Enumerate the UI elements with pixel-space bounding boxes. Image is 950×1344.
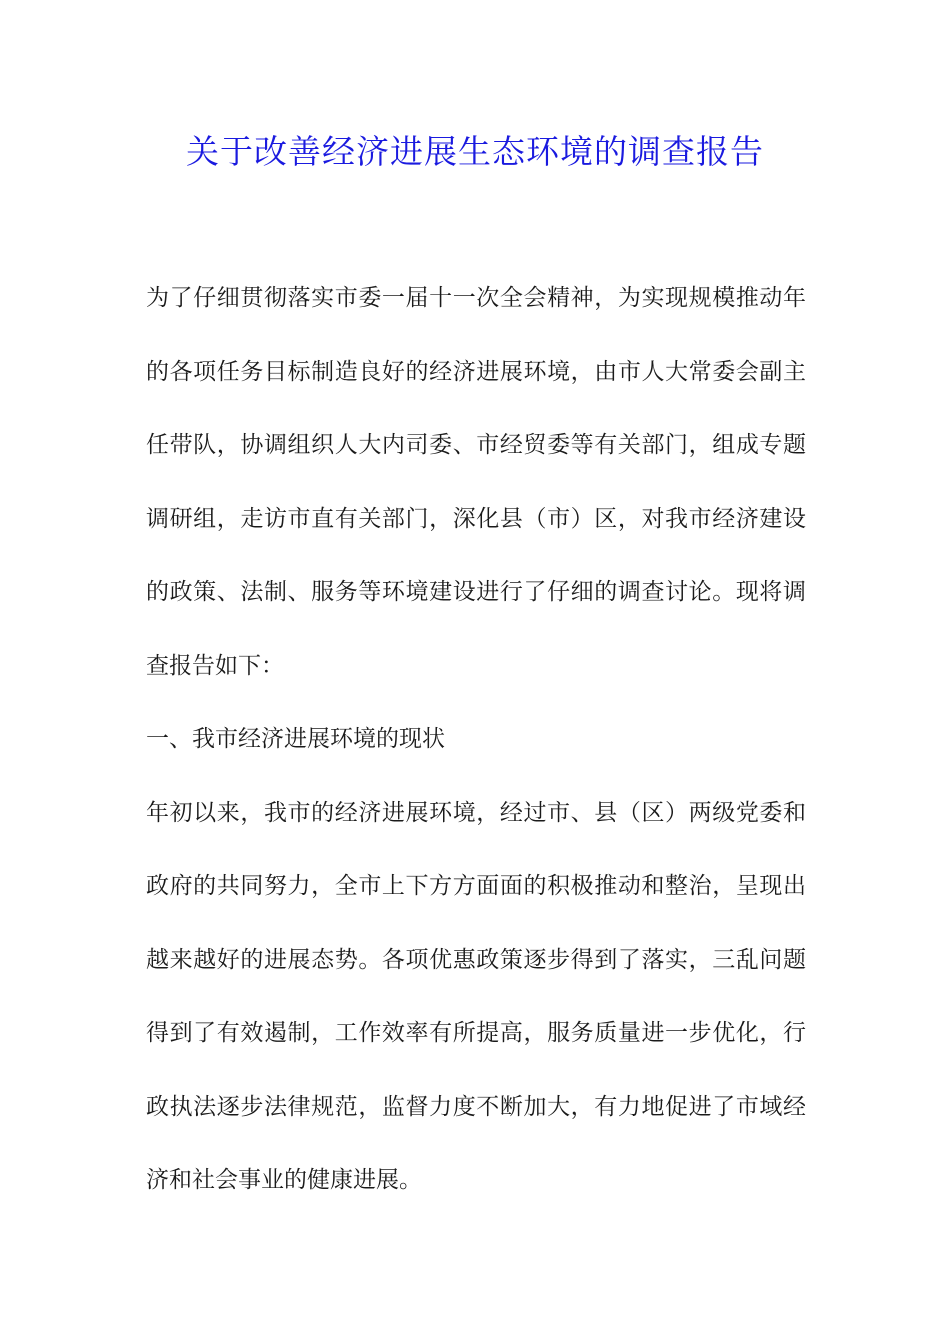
- status-paragraph: 年初以来，我市的经济进展环境，经过市、县（区）两级党委和政府的共同努力，全市上下方方面面的积极推动和整治，呈现出越来越好的进展态势。各项优惠政策逐步得到了落实，三乱问题得到了有效遏制，工作效率有所提高，服务质量进一步优化，行政执法逐步法律规范，监督力度不断加大，有力地促进了市域经济和社会事业的健康进展。: [146, 799, 806, 1193]
- document-title: 关于改善经济进展生态环境的调查报告: [186, 132, 764, 171]
- document-body: [146, 262, 806, 1218]
- intro-paragraph: 为了仔细贯彻落实市委一届十一次全会精神，为实现规模推动年的各项任务目标制造良好的经济进展环境，由市人大常委会副主任带队，协调组织人大内司委、市经贸委等有关部门，组成专题调研组，走访市直有关部门，深化县（市）区，对我市经济建设的政策、法制、服务等环境建设进行了仔细的调查讨论。现将调查报告如下：: [146, 285, 806, 679]
- section-heading: 一、我市经济进展环境的现状: [146, 726, 445, 752]
